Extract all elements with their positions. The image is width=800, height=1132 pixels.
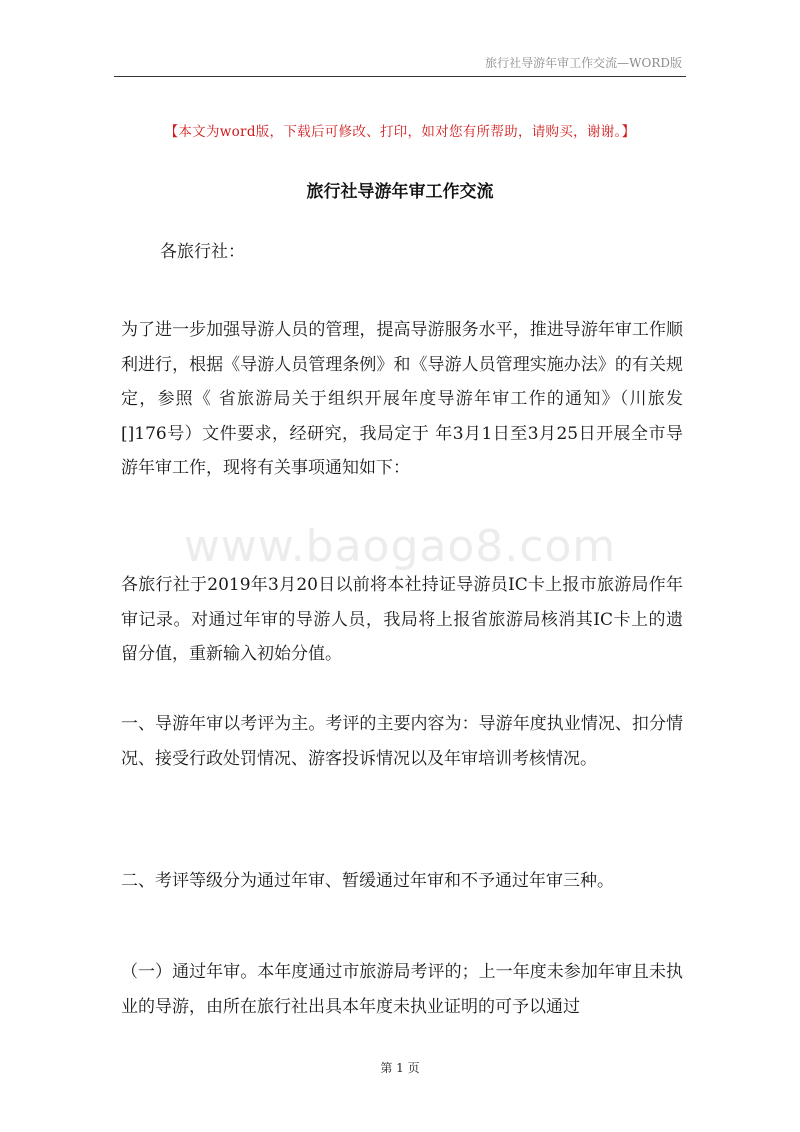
watermark: www.baogao8.com [183,521,617,572]
paragraph-section-2: 二、考评等级分为通过年审、暂缓通过年审和不予通过年审三种。 [121,871,614,891]
header-divider [114,76,686,77]
purchase-notice: 【本文为word版，下载后可修改、打印，如对您有所帮助，请购买，谢谢。】 [164,124,636,140]
document-title: 旅行社导游年审工作交流 [306,182,494,202]
paragraph-ic-card: 各旅行社于2019年3月20日以前将本社持证导游员IC卡上报市旅游局作年审记录。对通过年审的导游人员，我局将上报省旅游局核消其IC卡上的遗留分值，重新输入初始分值。 [121,575,683,664]
salutation: 各旅行社： [160,242,245,262]
paragraph-subsection-1: （一）通过年审。本年度通过市旅游局考评的；上一年度未参加年审且未执业的导游，由所在旅行社出具本年度未执业证明的可予以通过 [121,962,683,1017]
running-header: 旅行社导游年审工作交流—WORD版 [485,56,682,70]
page-number: 第 1 页 [380,1061,420,1075]
paragraph-intro: 为了进一步加强导游人员的管理，提高导游服务水平，推进导游年审工作顺利进行，根据《导游人员管理条例》和《导游人员管理实施办法》的有关规定，参照《 省旅游局关于组织开展年度导游年审工作的通知》（川旅发[]176号）文件要求，经研究，我局定于 年3月1日至3月25日开展全市导游年审工作，现将有关事项通知如下： [121,320,683,478]
paragraph-section-1: 一、导游年审以考评为主。考评的主要内容为：导游年度执业情况、扣分情况、接受行政处罚情况、游客投诉情况以及年审培训考核情况。 [121,714,683,769]
